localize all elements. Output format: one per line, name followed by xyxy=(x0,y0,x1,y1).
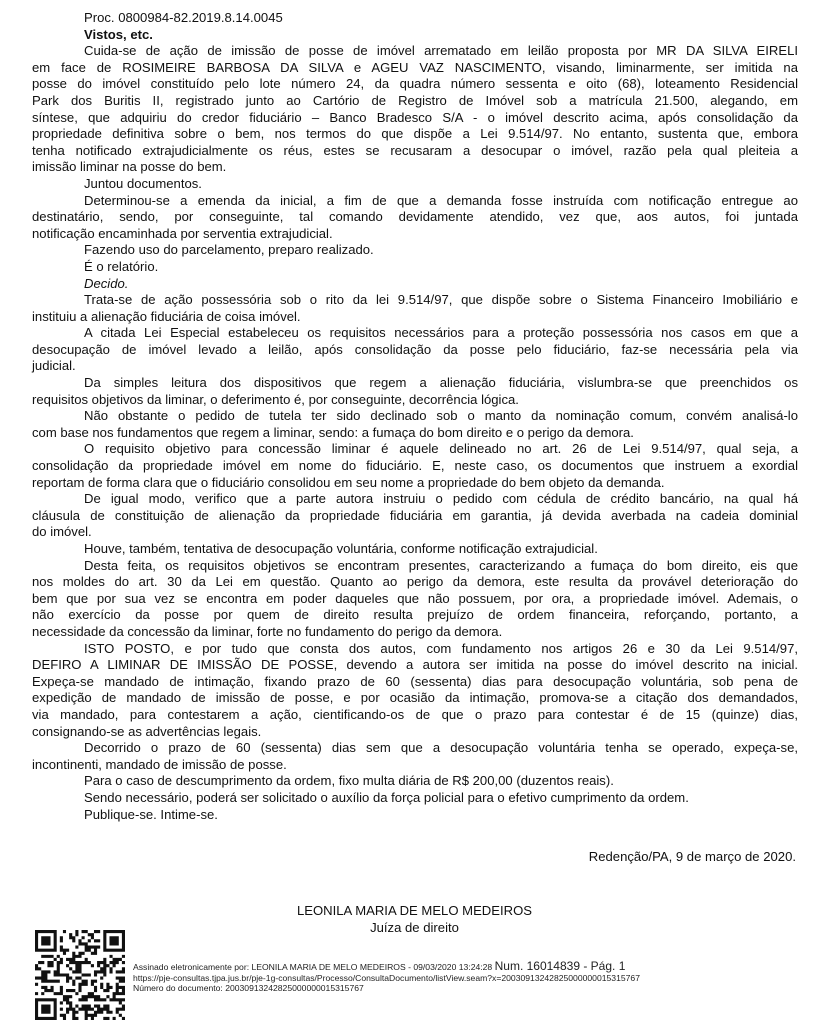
paragraph-line: não exercício da posse por quem de direito resulta prejuízo de ordem financeira, reforçando, portanto, a xyxy=(32,607,798,623)
paragraph-line: Decorrido o prazo de 60 (sessenta) dias sem que a desocupação voluntária tenha se operado, expeça-se, xyxy=(84,740,798,756)
paragraph-line: Park dos Buritis II, registrado junto ao Cartório de Registro de Imóvel sob a matrícula 21.500, alegando, em xyxy=(32,92,798,108)
paragraph-line: notificação encaminhada por serventia extrajudicial. xyxy=(32,225,333,241)
paragraph-line: Da simples leitura dos dispositivos que regem a alienação fiduciária, vislumbra-se que preenchidos os xyxy=(84,375,798,391)
paragraph-line: DEFIRO A LIMINAR DE IMISSÃO DE POSSE, devendo a autora ser imitida na posse do imóvel descrito na inicial. xyxy=(32,657,798,673)
paragraph-line: Expeça-se mandado de intimação, fixando prazo de 60 (sessenta) dias para desocupação voluntária, sob pena de xyxy=(32,673,798,689)
paragraph-line: Fazendo uso do parcelamento, preparo realizado. xyxy=(84,242,374,258)
paragraph-line: Juntou documentos. xyxy=(84,175,202,191)
paragraph-line: Houve, também, tentativa de desocupação voluntária, conforme notificação extrajudicial. xyxy=(84,541,598,556)
paragraph-line: via mandado, para contestarem a ação, cientificando-os de que o prazo para contestar é de 15 (quinze) dias, xyxy=(32,706,798,722)
paragraph-line: consignando-se as advertências legais. xyxy=(32,723,262,739)
paragraph-line: Determinou-se a emenda da inicial, a fim de que a demanda fosse instruída com notificação entregue ao xyxy=(84,192,798,208)
consult-url[interactable]: https://pje-consultas.tjpa.jus.br/pje-1g-consultas/Processo/ConsultaDocumento/listView.seam?x=20030913242825000000015315767 xyxy=(133,972,640,983)
paragraph-line: do imóvel. xyxy=(32,524,92,540)
paragraph-line: Decido. xyxy=(84,275,129,291)
place-date: Redenção/PA, 9 de março de 2020. xyxy=(588,849,796,864)
paragraph-line: A citada Lei Especial estabeleceu os requisitos necessários para a proteção possessória nos casos em que a xyxy=(84,325,798,341)
paragraph-line: consolidação da propriedade imóvel em nome do fiduciário. E, neste caso, os documentos que instruem a exordial xyxy=(32,458,798,474)
paragraph-line: necessidade da concessão da liminar, forte no fundamento do perigo da demora. xyxy=(32,623,503,639)
decision-text xyxy=(32,43,798,823)
process-number: Proc. 0800984-82.2019.8.14.0045 xyxy=(84,10,283,25)
paragraph-line: expedição de mandado de imissão de posse, e por ocasião da intimação, promova-se a citação dos demandados, xyxy=(32,690,798,706)
paragraph-line: propriedade definitiva sobre o bem, nos termos do que dispõe a Lei 9.514/97. No entanto, sustenta que, embora xyxy=(32,126,798,142)
document-body xyxy=(32,10,798,823)
paragraph-line: instituiu a alienação fiduciária de coisa imóvel. xyxy=(32,308,301,324)
judge-role: Juíza de direito xyxy=(370,920,459,935)
paragraph-line: cláusula de constituição de alienação da propriedade fiduciária em garantia, já devida averbada na cadeia dominial xyxy=(32,507,798,523)
paragraph-line: com base nos fundamentos que regem a liminar, sendo: a fumaça do bom direito e o perigo da demora. xyxy=(32,424,634,440)
paragraph-line: Não obstante o pedido de tutela ter sido declinado sob o manto da nominação comum, convém analisá-lo xyxy=(84,408,798,424)
document-number: Número do documento: 20030913242825000000015315767 xyxy=(133,983,364,993)
paragraph-line: Sendo necessário, poderá ser solicitado o auxílio da força policial para o efetivo cumprimento da ordem. xyxy=(84,789,689,805)
qr-code-icon xyxy=(35,930,125,1020)
paragraph-line: requisitos objetivos da liminar, o deferimento é, por conseguinte, decorrência lógica. xyxy=(32,391,519,407)
paragraph-line: Trata-se de ação possessória sob o rito da lei 9.514/97, que dispõe sobre o Sistema Financeiro Imobiliário e xyxy=(84,292,798,308)
paragraph-line: em face de ROSIMEIRE BARBOSA DA SILVA e AGEU VAZ NASCIMENTO, visando, liminarmente, ser imitida na xyxy=(32,59,798,75)
paragraph-line: Desta feita, os requisitos objetivos se encontram presentes, caracterizando a fumaça do bom direito, eis que xyxy=(84,557,798,573)
paragraph-line: incontinenti, mandado de imissão de posse. xyxy=(32,756,287,772)
judge-name: LEONILA MARIA DE MELO MEDEIROS xyxy=(296,903,533,918)
num-page-text: Num. 16014839 - Pág. 1 xyxy=(494,959,626,973)
paragraph-line: síntese, que adquiriu do credor fiduciário – Banco Bradesco S/A - o imóvel descrito acima, após consolidação da xyxy=(32,109,798,125)
paragraph-line: judicial. xyxy=(32,358,76,374)
paragraph-line: É o relatório. xyxy=(84,258,159,274)
paragraph-line: Para o caso de descumprimento da ordem, fixo multa diária de R$ 200,00 (duzentos reais). xyxy=(84,773,614,789)
paragraph-line: O requisito objetivo para concessão liminar é aquele delineado no art. 26 de Lei 9.514/97, qual seja, a xyxy=(84,441,798,457)
paragraph-line: desocupação de imóvel levado a leilão, após consolidação da posse pelo fiduciário, faz-se necessária pela via xyxy=(32,341,798,357)
paragraph-line: destinatário, sendo, por conseguinte, tal comando devidamente atendido, vez que, aos autos, foi juntada xyxy=(32,209,798,225)
paragraph-line: Cuida-se de ação de imissão de posse de imóvel arrematado em leilão proposta por MR DA SILVA EIRELI xyxy=(84,43,798,59)
paragraph-line: De igual modo, verifico que a parte autora instruiu o pedido com cédula de crédito bancário, na qual há xyxy=(84,491,798,507)
paragraph-line: Publique-se. Intime-se. xyxy=(84,806,218,822)
paragraph-line: posse do imóvel constituído pelo lote número 24, da quadra número sessenta e oito (68), loteamento Residencial xyxy=(32,76,798,92)
opening-heading: Vistos, etc. xyxy=(84,26,153,42)
paragraph-line: tenha notificado extrajudicialmente os réus, estes se recusaram a desocupar o imóvel, razão pela qual pleiteia a xyxy=(32,142,798,158)
signed-by-text: Assinado eletronicamente por: LEONILA MARIA DE MELO MEDEIROS - 09/03/2020 13:24:28 xyxy=(133,962,493,972)
paragraph-line: ISTO POSTO, e por tudo que consta dos autos, com fundamento nos artigos 26 e 30 da Lei 9.514/97, xyxy=(84,640,798,656)
signature-footer xyxy=(133,961,823,994)
paragraph-line: bem que por sua vez se encontra em poder daqueles que não possuem, por ora, a propriedade imóvel. Ademais, o xyxy=(32,590,798,606)
paragraph-line: reportam de forma clara que o fiduciário consolidou em seu nome a propriedade do bem objeto da demanda. xyxy=(32,474,665,490)
paragraph-line: nos moldes do art. 30 da Lei em questão. Quanto ao perigo da demora, este resulta da provável deterioração do xyxy=(32,574,798,590)
paragraph-line: imissão liminar na posse do bem. xyxy=(32,159,227,175)
